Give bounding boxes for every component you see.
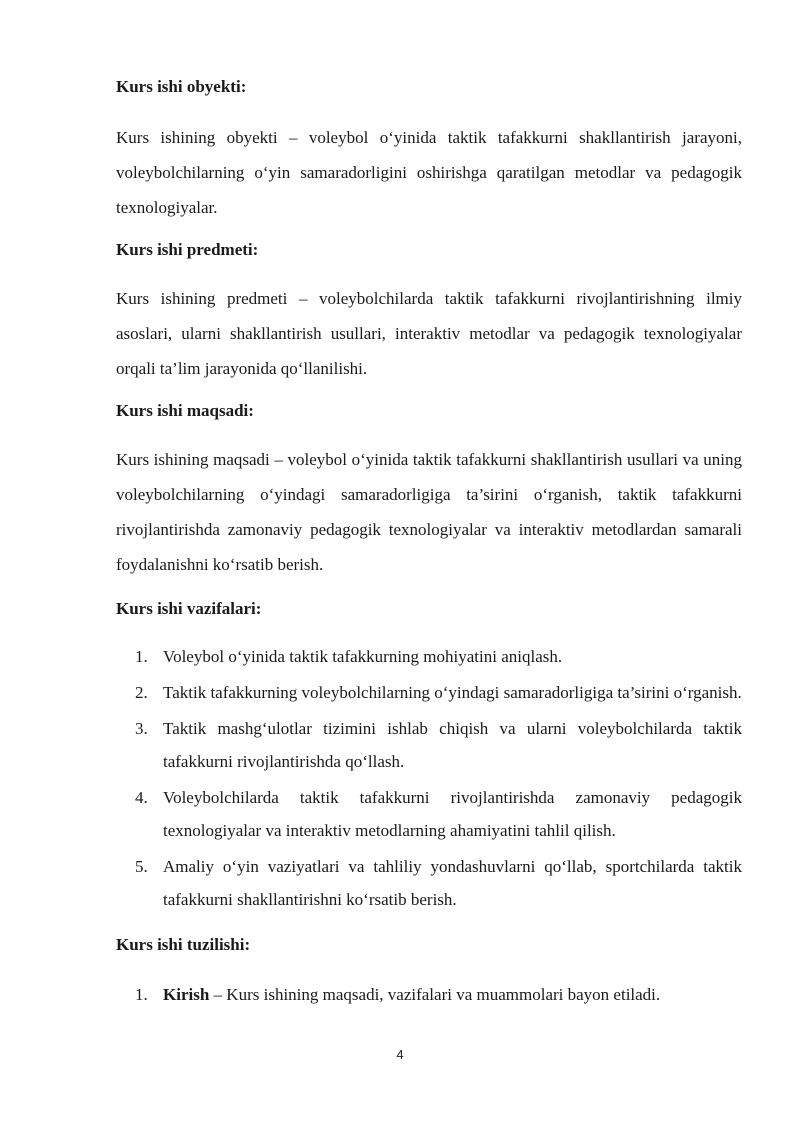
list-item xyxy=(116,850,742,916)
list-number: 3. xyxy=(135,719,148,738)
page-number: 4 xyxy=(396,1047,404,1062)
heading-vazifalar: Kurs ishi vazifalari: xyxy=(116,599,262,618)
paragraph-maqsad: Kurs ishining maqsadi – voleybol o‘yinida taktik tafakkurni shakllantirish usullari va uning voleybolchilarning o‘yindagi samaradorligiga ta’sirini o‘rganish, taktik tafakkurni rivojlantirishda zamonaviy pedagogik texnologiyalar va interaktiv metodlardan samarali foydalanishni ko‘rsatib berish. xyxy=(116,450,742,574)
list-number: 1. xyxy=(135,647,148,666)
structure-list xyxy=(116,978,742,1011)
tasks-list xyxy=(116,640,742,916)
list-item xyxy=(116,676,742,709)
heading-predmet: Kurs ishi predmeti: xyxy=(116,240,259,259)
list-item-term: Kirish xyxy=(163,985,210,1004)
list-number: 4. xyxy=(135,788,148,807)
list-item-text: Taktik mashg‘ulotlar tizimini ishlab chiqish va ularni voleybolchilarda taktik tafakkurni rivojlantirishda qo‘llash. xyxy=(163,719,742,771)
list-item xyxy=(116,712,742,778)
list-item xyxy=(116,978,742,1011)
heading-tuzilishi: Kurs ishi tuzilishi: xyxy=(116,935,251,954)
list-item-text: Voleybolchilarda taktik tafakkurni rivojlantirishda zamonaviy pedagogik texnologiyalar va interaktiv metodlarning ahamiyatini tahlil qilish. xyxy=(163,788,742,840)
list-item-text: – Kurs ishining maqsadi, vazifalari va muammolari bayon etiladi. xyxy=(209,985,661,1004)
paragraph-predmet: Kurs ishining predmeti – voleybolchilarda taktik tafakkurni rivojlantirishning ilmiy asoslari, ularni shakllantirish usullari, interaktiv metodlar va pedagogik texnologiyalar orqali ta’lim jarayonida qo‘llanilishi. xyxy=(116,289,742,378)
list-number: 1. xyxy=(135,985,148,1004)
document-page xyxy=(116,74,742,1014)
list-item xyxy=(116,640,742,673)
list-item-text: Amaliy o‘yin vaziyatlari va tahliliy yondashuvlarni qo‘llab, sportchilarda taktik tafakkurni shakllantirishni ko‘rsatib berish. xyxy=(163,857,742,909)
heading-obyekt: Kurs ishi obyekti: xyxy=(116,77,247,96)
heading-maqsad: Kurs ishi maqsadi: xyxy=(116,401,254,420)
list-item-text: Taktik tafakkurning voleybolchilarning o‘yindagi samaradorligiga ta’sirini o‘rganish. xyxy=(163,683,742,702)
list-number: 5. xyxy=(135,857,148,876)
list-item xyxy=(116,781,742,847)
list-number: 2. xyxy=(135,683,148,702)
paragraph-obyekt: Kurs ishining obyekti – voleybol o‘yinida taktik tafakkurni shakllantirish jarayoni, voleybolchilarning o‘yin samaradorligini oshirishga qaratilgan metodlar va pedagogik texnologiyalar. xyxy=(116,128,742,217)
list-item-text: Voleybol o‘yinida taktik tafakkurning mohiyatini aniqlash. xyxy=(163,647,563,666)
